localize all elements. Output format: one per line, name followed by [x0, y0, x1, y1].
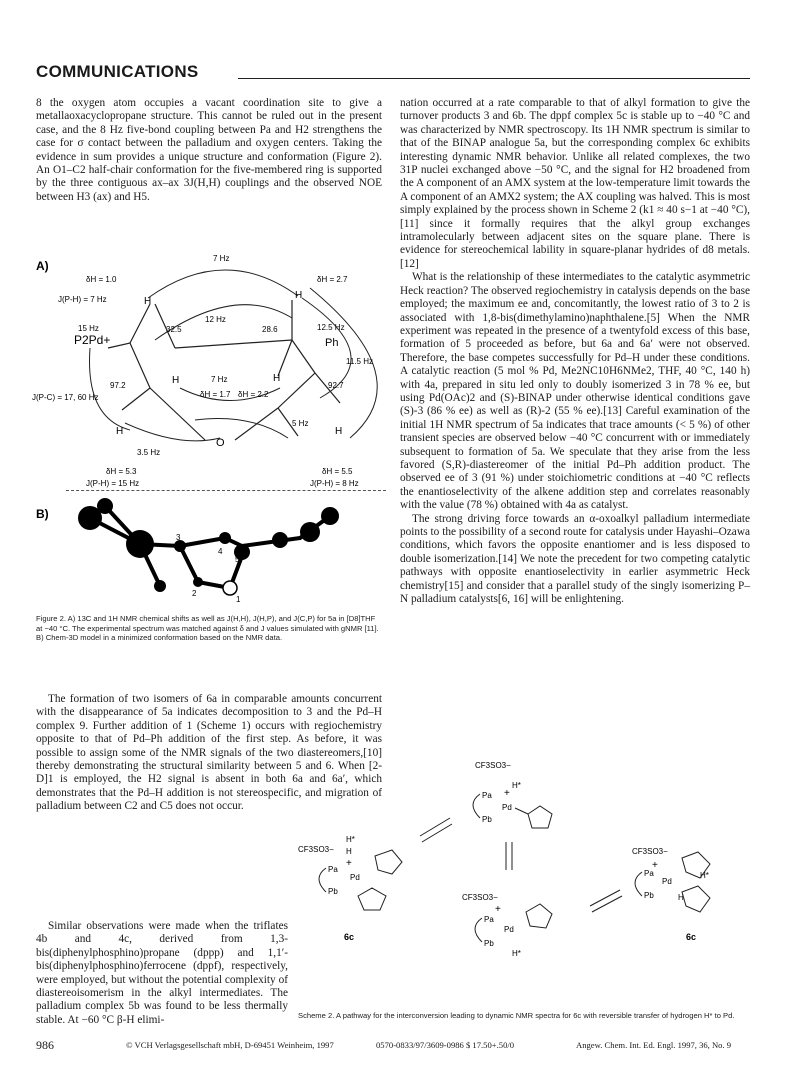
- bond: [150, 388, 205, 440]
- atom-number: 3: [176, 533, 181, 542]
- svg-text:Pa: Pa: [484, 915, 494, 924]
- atom-h: H: [144, 296, 152, 307]
- atom-number: 4: [218, 547, 223, 556]
- coupling-label: 11.5 Hz: [346, 357, 373, 366]
- svg-text:Pd: Pd: [662, 877, 672, 886]
- model-atoms: [78, 498, 339, 592]
- atom-o: O: [216, 437, 225, 449]
- svg-text:Pa: Pa: [482, 791, 492, 800]
- svg-text:+: +: [504, 788, 510, 799]
- coupling-label: 7 Hz: [211, 375, 228, 384]
- svg-text:+: +: [652, 860, 658, 871]
- page-footer: [36, 1038, 750, 1054]
- coupling-label: 7 Hz: [213, 254, 230, 263]
- paragraph: Similar observations were made when the triflates 4b and 4c, derived from 1,3-bis(diphenylphosphino)propane (dppp) and 1,1′-bis(diphenylphosphino)ferrocene (dppf), respectively, were employed, but without the potential complexity of diastereoisomerism in the alkyl intermediates. The palladium complex 5b was found to be less thermally stable. At −60 °C β-H elimi-: [36, 920, 288, 1026]
- svg-text:Pd: Pd: [504, 925, 514, 934]
- carbon-shift: 32.5: [166, 325, 182, 334]
- bond: [292, 340, 315, 373]
- svg-text:6c: 6c: [686, 932, 697, 942]
- proton-shift: δH = 5.3: [106, 467, 137, 476]
- carbon-shift: 97.2: [110, 381, 126, 390]
- svg-text:+: +: [495, 904, 501, 915]
- proton-shift: δH = 5.5: [322, 467, 353, 476]
- proton-shift: δH = 1.0: [86, 275, 117, 284]
- scheme-structure-bottom: [462, 893, 552, 958]
- coupling-label: 12 Hz: [205, 315, 226, 324]
- section-title: COMMUNICATIONS: [36, 62, 199, 81]
- atom-h: H: [295, 290, 303, 301]
- scheme-structure-top: [473, 761, 552, 828]
- svg-text:H*: H*: [700, 871, 709, 880]
- bond: [108, 343, 130, 348]
- atom-pd: P2Pd+: [74, 333, 111, 347]
- coupling-arc: [148, 270, 298, 298]
- footer-journal: Angew. Chem. Int. Ed. Engl. 1997, 36, No. 9: [576, 1040, 732, 1050]
- j-value: J(P-H) = 7 Hz: [58, 295, 107, 304]
- atom-number: 5: [235, 555, 240, 564]
- svg-text:H: H: [678, 893, 684, 902]
- figure-2b-3d-model: [30, 496, 390, 608]
- coupling-label: 5 Hz: [292, 419, 309, 428]
- scheme-structure-right: [632, 847, 710, 942]
- svg-text:CF3SO3−: CF3SO3−: [632, 847, 668, 856]
- figure-2-caption: Figure 2. A) 13C and 1H NMR chemical shifts as well as J(H,H), J(H,P), and J(C,P) for 5a in [D8]THF at −40 °C. The experimental spectrum was matched against δ and J values simulated with gNMR [11]. B) Chem-3D model in a minimized conformation based on the NMR data.: [36, 614, 379, 643]
- svg-text:Pb: Pb: [482, 815, 492, 824]
- page-header: [36, 62, 750, 86]
- svg-text:Pd: Pd: [350, 873, 360, 882]
- paragraph: What is the relationship of these intermediates to the catalytic asymmetric Heck reaction? The observed regiochemistry in catalysis depends on the base employed; the maximum ee and, concomitantly, the lowest ratio of 3 to 2 is associated with 1,8-bis(dimethylamino)naphthalene.[5] When the NMR experiment was repeated in the presence of a twentyfold excess of this base, formation of 5 proceeded as before, but 6a and 6a′ were not observed. Therefore, the base competes successfully for Pd–H under these conditions. A catalytic reaction (5 mol % Pd, Me2NC10H6NMe2, THF, 40 °C, 140 h) with 4a, prepared in situ led only to doubly isomerized 3 in 78 % ee, but using Pd(OAc)2 and (S)-BINAP under otherwise identical conditions gave (S)-3 (86 % ee) as well as (R)-2 (55 % ee).[13] Careful examination of the initial 1H NMR spectrum of 5a indicates that trace amounts (< 5 %) of other transient species are observed below −40 °C concurrent with or immediately subsequent to formation of 5a. We speculate that they arise from the less favored (S,R)-diastereomer of the initial Pd–Ph addition product. The observed ee of 3 (91 %) under stoichiometric conditions at −40 °C reflects the enantioselectivity of the alkene addition step and correlates reasonably with the value (78 %) obtained with 4a as catalyst.: [400, 271, 750, 512]
- svg-text:Pb: Pb: [644, 891, 654, 900]
- svg-text:Pb: Pb: [328, 887, 338, 896]
- coupling-label: 12.5 Hz: [317, 323, 345, 332]
- left-column-top: [36, 97, 382, 204]
- right-column: [400, 97, 750, 606]
- carbon-shift: 92.7: [328, 381, 344, 390]
- atom-h: H: [335, 426, 343, 437]
- bond: [155, 296, 298, 304]
- figure-separator: [66, 490, 386, 491]
- figure-2a-nmr-diagram: [30, 248, 390, 488]
- svg-text:+: +: [346, 858, 352, 869]
- paragraph: nation occurred at a rate comparable to that of alkyl formation to give the turnover products 3 and 6b. The dppf complex 5c is stable up to −40 °C and was characterized by NMR spectroscopy. Its 1H NMR spectrum is similar to that of the BINAP analogue 5a, but the corresponding complex 6c exhibits interesting dynamic NMR behavior. Unlike all related complexes, the two 31P nuclei exchanged above −50 °C, and the signal for H2 broadened from the A component of an AMX system at the low-temperature limit towards the A component of an AMX2 system; the AX coupling was halved. This is most simply explained by the process shown in Scheme 2 (k1 ≈ 40 s−1 at −40 °C),[11] since it formally requires that the alkyl group exchanges intramolecularly between adjacent sites on the square plane. There is evidence for stereochemical lability in square-planar hydrides of d8 metals.[12]: [400, 97, 750, 270]
- paragraph: 8 the oxygen atom occupies a vacant coordination site to give a metallaoxacyclopropane structure. This cannot be ruled out in the present case, and the 8 Hz five-bond coupling between Pa and H2 strengthens the case for σ contact between the palladium and oxygen centers. Taking the evidence in sum provides a unique structure and conformation (Figure 2). An O1–C2 half-chair conformation for the five-membered ring is supported by the three contiguous ax–ax 3J(H,H) couplings and the observed NOE between H3 (ax) and H5.: [36, 97, 382, 203]
- header-rule: [238, 78, 750, 79]
- svg-text:Pa: Pa: [328, 865, 338, 874]
- svg-text:H*: H*: [512, 781, 521, 790]
- figure-label-b: B): [36, 507, 49, 521]
- svg-text:Pa: Pa: [644, 869, 654, 878]
- svg-text:Pb: Pb: [484, 939, 494, 948]
- left-column-bottom-2: [36, 920, 288, 1027]
- paragraph-text: The formation of two isomers of 6a in comparable amounts concurrent with the disappearance of 5a indicates decomposition to 3 and the Pd–H complex 9. Further addition of 1 (Scheme 1) occurs with regiochemistry opposite to that of Pd–Ph addition of the first step. As before, it was possible to assign some of the NMR signals of the two diastereomers,[10] thereby demonstrating the structural similarity between 5 and 6. When [2-D]1 is employed, the H2 signal is absent in both 6a and 6a′, which demonstrates that the Pd–H addition is not stereospecific, and migration of palladium between C2 and C5 does not occur.: [36, 693, 382, 813]
- svg-text:6c: 6c: [344, 932, 355, 942]
- svg-text:H*: H*: [346, 835, 355, 844]
- scheme-2-caption: Scheme 2. A pathway for the interconversion leading to dynamic NMR spectra for 6c with reversible transfer of hydrogen H* to Pd.: [298, 1011, 735, 1020]
- proton-shift: δH = 2.7: [317, 275, 348, 284]
- proton-shift: δH = 1.7: [200, 390, 231, 399]
- atom-number: 2: [192, 589, 197, 598]
- footer-code: 0570-0833/97/3609-0986 $ 17.50+.50/0: [376, 1040, 515, 1050]
- bond: [278, 373, 315, 408]
- svg-text:CF3SO3−: CF3SO3−: [462, 893, 498, 902]
- bond: [130, 304, 150, 343]
- oxygen-atom: [223, 581, 237, 595]
- scheme-2: [290, 760, 760, 1010]
- j-value: J(P-H) = 15 Hz: [86, 479, 140, 488]
- atom-ph: Ph: [325, 337, 339, 349]
- coupling-arc: [125, 423, 220, 441]
- paragraph: The strong driving force towards an α-oxoalkyl palladium intermediate points to the possibility of a second route for catalysis under Hayashi–Ozawa conditions, which favors the opposite enantiomer and is less disposed to double isomerization.[14] We note the precedent for two competing catalytic pathways with opposite enantioselectivity in earlier asymmetric Heck chemistry[15] and consider that a parallel study of the singly isomerizing P–N palladium catalysts[6, 16] will be enlightening.: [400, 512, 750, 606]
- svg-text:CF3SO3−: CF3SO3−: [298, 845, 334, 854]
- j-value: J(P-H) = 8 Hz: [310, 479, 359, 488]
- svg-text:H*: H*: [512, 949, 521, 958]
- atom-h: H: [273, 373, 281, 384]
- svg-text:Pd: Pd: [502, 803, 512, 812]
- page-number: 986: [36, 1038, 54, 1052]
- atom-number: 1: [236, 595, 241, 604]
- coupling-label: 3.5 Hz: [137, 448, 161, 457]
- bond: [122, 388, 150, 410]
- carbon-shift: 28.6: [262, 325, 278, 334]
- model-bonds: [90, 506, 330, 588]
- figure-label-a: A): [36, 259, 49, 273]
- footer-copyright: © VCH Verlagsgesellschaft mbH, D-69451 Weinheim, 1997: [126, 1040, 334, 1050]
- scheme-structure-left: [298, 835, 402, 942]
- svg-text:H: H: [346, 847, 352, 856]
- svg-text:CF3SO3−: CF3SO3−: [475, 761, 511, 770]
- bond: [175, 340, 292, 348]
- proton-shift: δH = 2.2: [238, 390, 269, 399]
- coupling-label: 15 Hz: [78, 324, 99, 333]
- bond: [278, 340, 292, 376]
- atom-h: H: [116, 426, 124, 437]
- atom-h: H: [172, 375, 180, 386]
- j-value: J(P-C) = 17, 60 Hz: [32, 393, 99, 402]
- equilibrium-arrows: [420, 818, 622, 912]
- bond: [130, 343, 150, 388]
